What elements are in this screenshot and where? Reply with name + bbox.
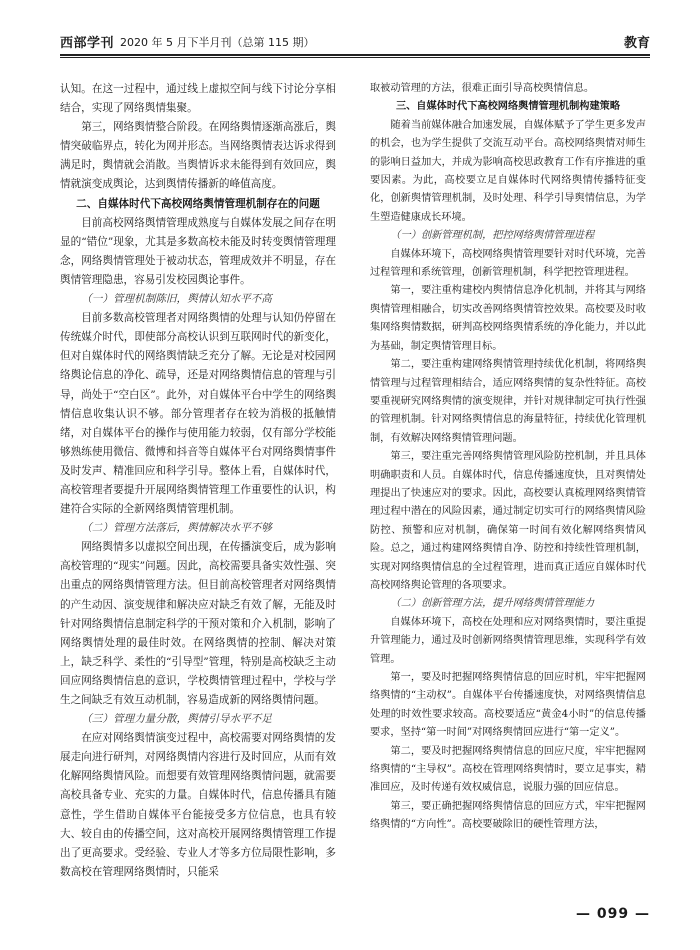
section-name: 教育 [623, 36, 650, 51]
paragraph: 取被动管理的方法，很难正面引导高校舆情信息。 [370, 83, 595, 94]
subsection-heading: （二）创新管理方法，提升网络舆情管理能力 [390, 598, 595, 610]
paragraph: 第二，要及时把握网络舆情信息的回应尺度，牢牢把握网络舆情的“主导权”。高校在管理网络舆情时，要立足事实，精准回应，及时传递有效权威信息，说服力强的回应信息。 [370, 745, 646, 794]
header-rule-thick [60, 54, 650, 56]
paragraph: 目前多数高校管理者对网络舆情的处理与认知仍停留在传统媒介时代，即使部分高校认识到互联网时代的新变化，但对自媒体时代的网络舆情缺乏充分了解。无论是对校园网络舆论信息的净化、疏导，还是对网络舆情信息的管理与引导，尚处于“空白区”。此外，对自媒体平台中学生的网络舆情信息收集认识不够。部分管理者存在较为消极的抵触情绪，对自媒体平台的操作与使用能力较弱，仅有部分学校能够熟练使用微信、微博和抖音等自媒体平台对网络舆情事件及时发声、精准回应和科学引导。整体上看，自媒体时代，高校管理者要提升开展网络舆情管理工作重要性的认识，构建符合实际的全新网络舆情管理机制。 [60, 312, 336, 516]
subsection-heading: （一）创新管理机制，把控网络舆情管理进程 [390, 230, 595, 242]
left-column [60, 80, 336, 882]
paragraph: 第二，要注重构建网络舆情管理持续优化机制，将网络舆情管理与过程管理相结合，适应网络舆情的复杂性特征。高校要重视研究网络舆情的演变规律，并针对规律制定可执行性强的管理机制。针对网络舆情信息的海量特征，持续优化管理机制，有效解决网络舆情管理问题。 [370, 359, 646, 444]
subsection-heading: （一）管理机制陈旧，舆情认知水平不高 [81, 293, 272, 306]
paragraph: 第三，要正确把握网络舆情信息的回应方式，牢牢把握网络舆情的“方向性”。高校要破除旧的硬性管理方法， [370, 800, 646, 831]
journal-name: 西部学刊 [60, 36, 115, 51]
header-rule-thin [60, 57, 650, 58]
paragraph: 随着当前媒体融合加速发展，自媒体赋予了学生更多发声的机会，也为学生提供了交流互动平台。高校网络舆情对师生的影响日益加大，并成为影响高校思政教育工作有序推进的重要因素。为此，高校要立足自媒体时代网络舆情传播特征变化，创新舆情管理机制，及时处理、科学引导舆情信息，为学生塑造健康成长环境。 [370, 119, 646, 223]
section-heading: 二、自媒体时代下高校网络舆情管理机制存在的问题 [76, 197, 320, 210]
paragraph: 第一，要注重构建校内舆情信息净化机制，并将其与网络舆情管理相融合，切实改善网络舆情管控效果。高校要及时收集网络舆情数据，研判高校网络舆情系统的净化能力，并以此为基础，制定舆情管理目标。 [370, 285, 646, 352]
paragraph: 在应对网络舆情演变过程中，高校需要对网络舆情的发展走向进行研判，对网络舆情内容进行及时回应，从而有效化解网络舆情风险。而想要有效管理网络舆情问题，就需要高校具备专业、充实的力量。自媒体时代，信息传播具有随意性，学生借助自媒体平台能接受多方位信息，也具有较大、较自由的传播空间，这对高校开展网络舆情管理工作提出了更高要求。受经验、专业人才等多方位局限性影响，多数高校在管理网络舆情时，只能采 [60, 732, 336, 878]
paragraph: 第一，要及时把握网络舆情信息的回应时机，牢牢把握网络舆情的“主动权”。自媒体平台传播速度快，对网络舆情信息处理的时效性要求较高。高校要适应“黄金4小时”的信息传播要求，坚持“第一时间”对网络舆情回应进行“第一定义”。 [370, 672, 646, 739]
paragraph: 自媒体环境下，高校在处理和应对网络舆情时，要注重提升管理能力，通过及时创新网络舆情管理思维，实现科学有效管理。 [370, 616, 646, 665]
issue-info: 2020 年 5 月下半月刊（总第 115 期） [120, 36, 315, 49]
paragraph: 第三，要注重完善网络舆情管理风险防控机制，并且具体明确职责和人员。自媒体时代，信息传播速度快，且对舆情处理提出了快速应对的要求。因此，高校要认真梳理网络舆情管理过程中潜在的风险因素，通过制定切实可行的网络舆情风险防控、预警和应对机制，确保第一时间有效化解网络舆情风险。总之，通过构建网络舆情自净、防控和持续性管理机制，实现对网络舆情信息的全过程管理，进而真正适应自媒体时代高校网络舆论管理的各项要求。 [370, 451, 646, 591]
page-number: — 099 — [576, 906, 650, 922]
subsection-heading: （二）管理方法落后，舆情解决水平不够 [81, 522, 272, 535]
paragraph: 目前高校网络舆情管理成熟度与自媒体发展之间存在明显的“错位”现象，尤其是多数高校未能及时转变舆情管理理念，网络舆情管理处于被动状态，管理成效并不明显，存在舆情管理隐患，容易引发校园舆论事件。 [60, 216, 336, 286]
running-header [60, 30, 650, 52]
section-heading: 三、自媒体时代下高校网络舆情管理机制构建策略 [395, 101, 621, 113]
paragraph: 第三，网络舆情整合阶段。在网络舆情逐渐高涨后，舆情突破临界点，转化为网并形态。当网络舆情表达诉求得到满足时，舆情就会消散。当舆情诉求未能得到有效回应，舆情就演变成舆论，达到舆情传播新的峰值高度。 [60, 121, 336, 191]
paragraph: 网络舆情多以虚拟空间出现，在传播演变后，成为影响高校管理的“现实”问题。因此，高校需要具备实效性强、突出重点的网络舆情管理方法。但目前高校管理者对网络舆情的产生动因、演变规律和解决应对缺乏有效了解，无能及时针对网络舆情信息制定科学的干预对策和介入机制，影响了网络舆情处理的最佳时效。在网络舆情的控制、解决对策上，缺乏科学、柔性的“引导型”管理，特别是高校缺乏主动回应网络舆情信息的意识，学校舆情管理过程中，学校与学生之间缺乏有效互动机制，容易造成新的网络舆情问题。 [60, 541, 336, 706]
paragraph: 自媒体环境下，高校网络舆情管理要针对时代环境，完善过程管理和系统管理，创新管理机制，科学把控管理进程。 [370, 248, 646, 279]
paragraph: 认知。在这一过程中，通过线上虚拟空间与线下讨论分享相结合，实现了网络舆情集聚。 [60, 83, 336, 115]
subsection-heading: （三）管理力量分散，舆情引导水平不足 [81, 713, 272, 726]
right-column [370, 80, 646, 835]
